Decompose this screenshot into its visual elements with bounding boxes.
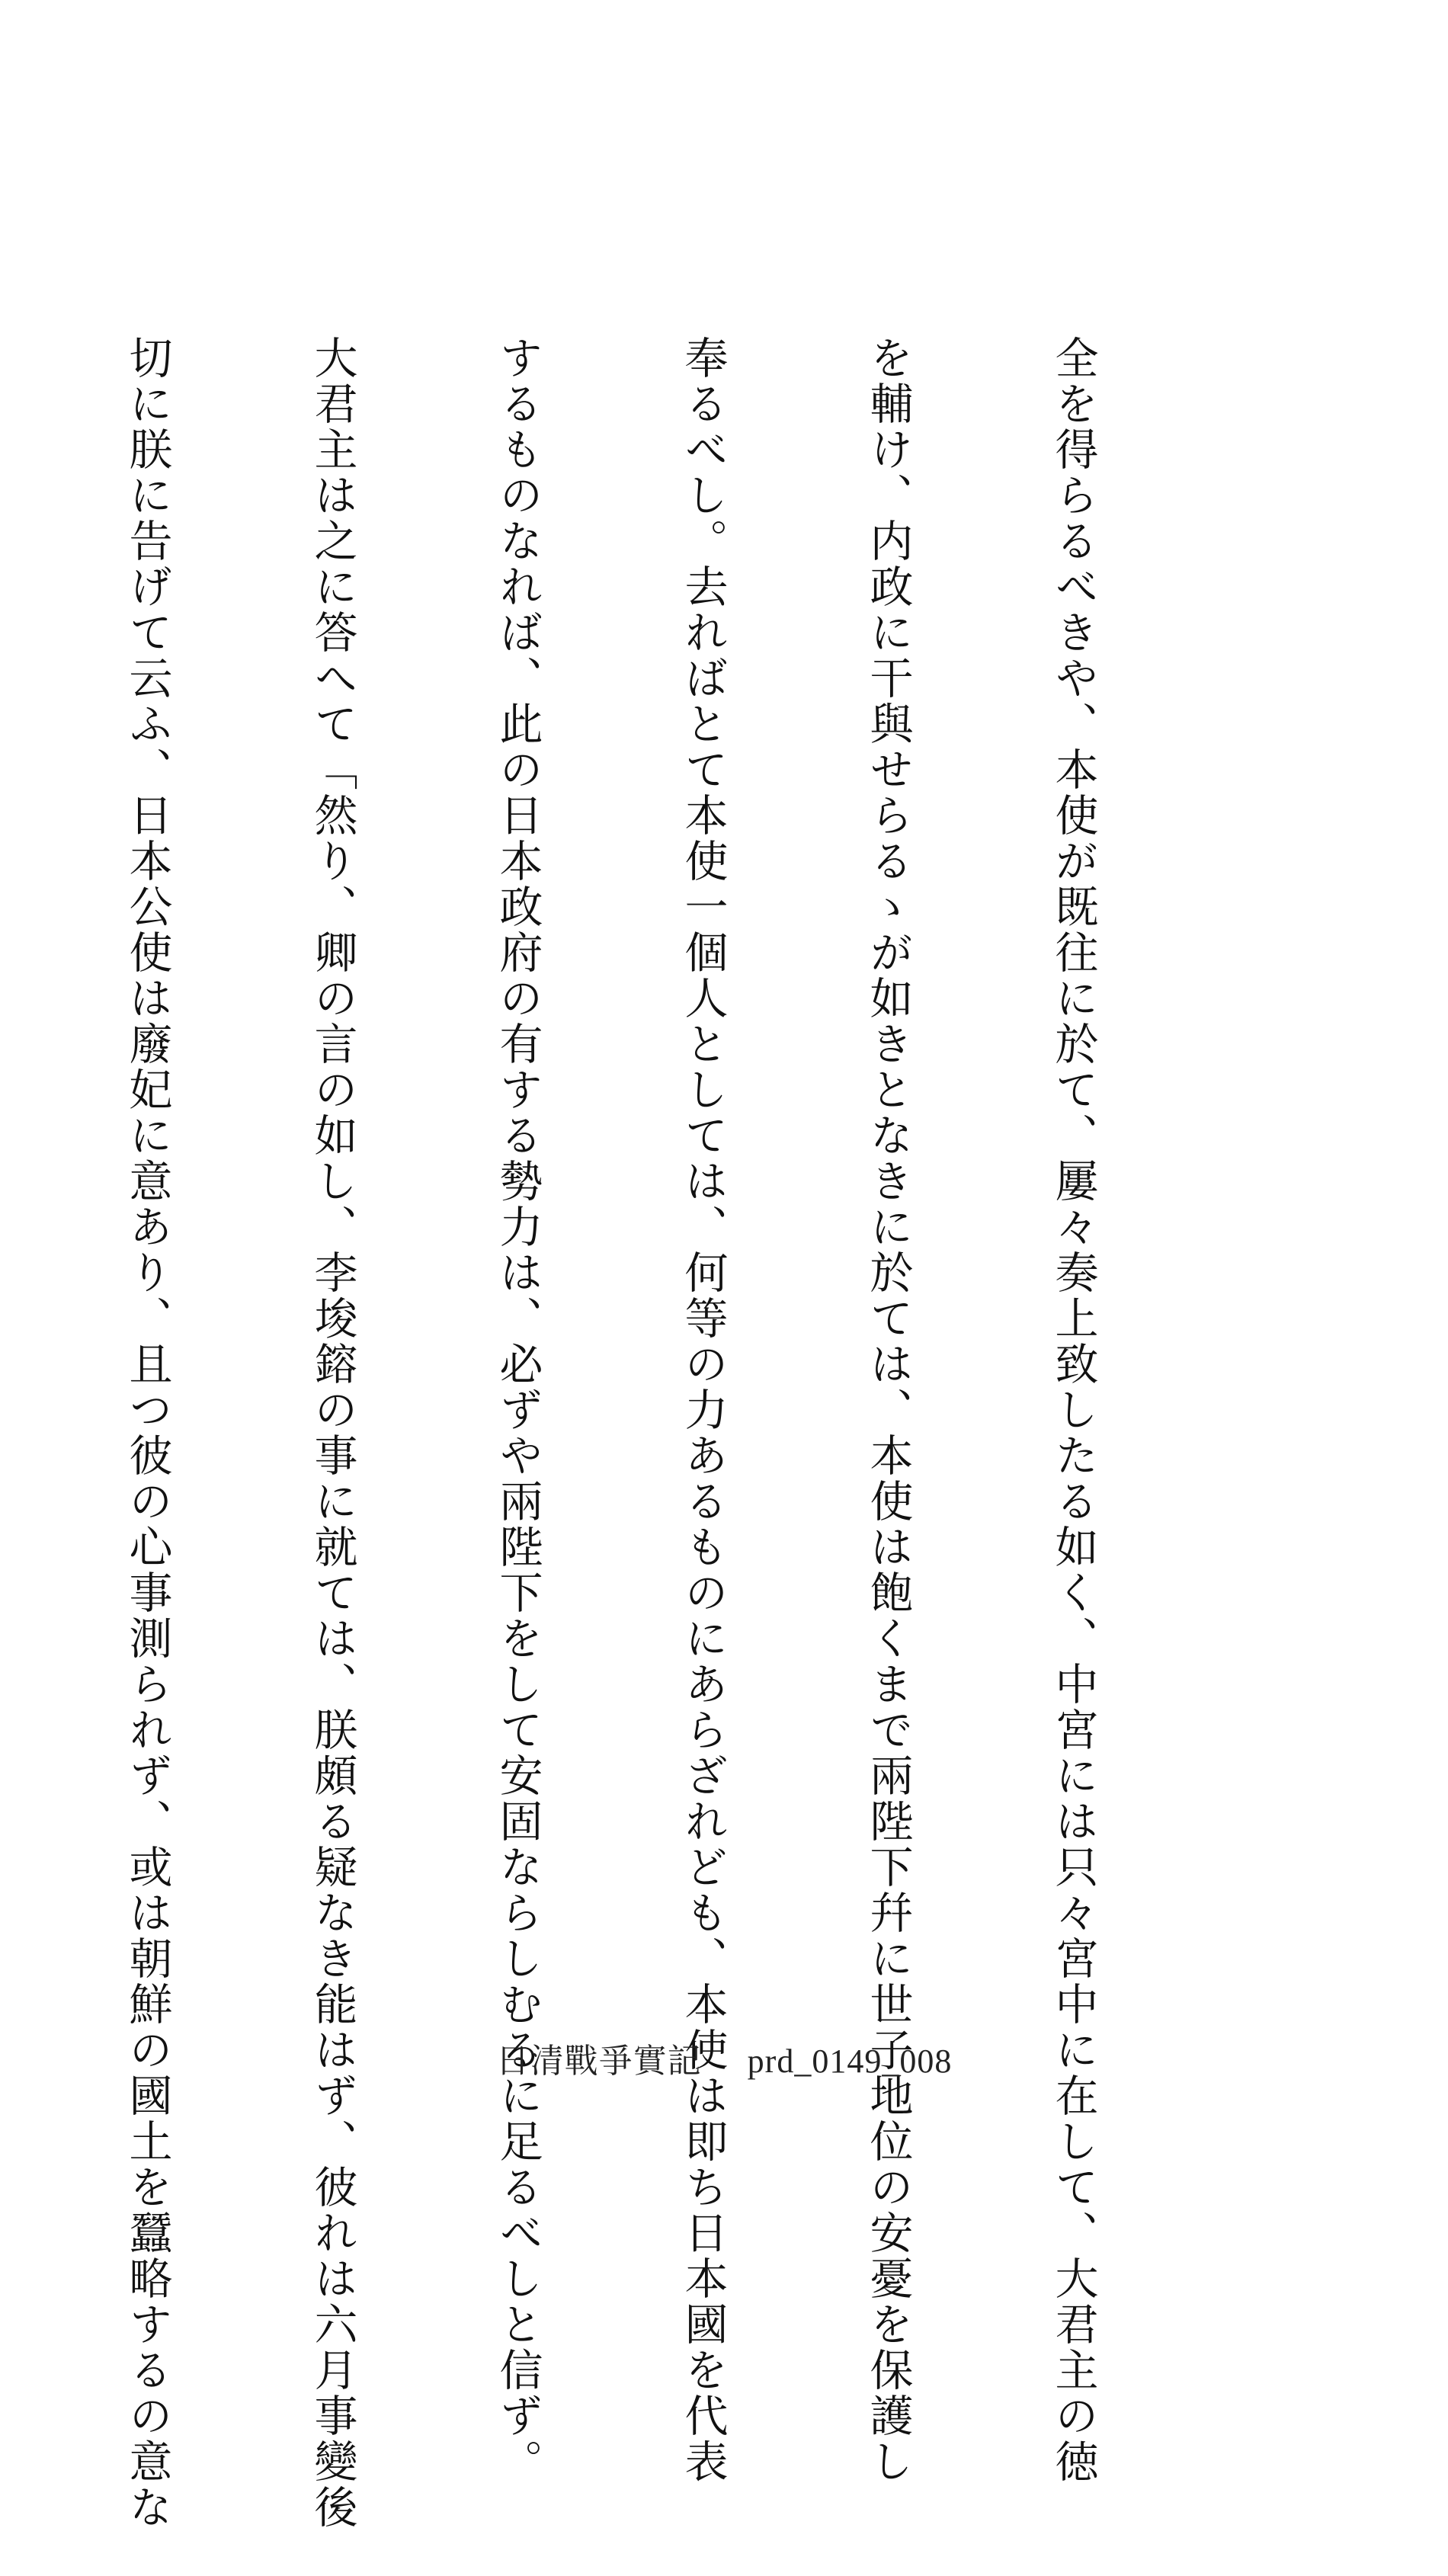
text-column: を輔け、内政に干與せらるゝが如きとなきに於ては、本使は飽くまで兩陛下幷に世子地位の安憂を保護し [863,335,913,2485]
text-column: 切に朕に告げて云ふ、日本公使は廢妃に意あり、且つ彼の心事測られず、或は朝鮮の國土を蠶略するの意な [122,335,172,2530]
footer-title: 日清戰爭實記 [495,2043,702,2080]
page-footer [0,2033,1448,2082]
text-column: 大君主は之に答へて「然り、卿の言の如し、李埈鎔の事に就ては、朕頗る疑なき能はず、彼れは六月事變後 [307,335,357,2530]
text-column: 全を得らるべきや、本使が既往に於て、屢々奏上致したる如く、中宮には只々宮中に在して、大君主の徳 [1048,335,1098,2485]
footer-page-id: prd_0149_008 [747,2043,953,2080]
text-column: するものなれば、此の日本政府の有する勢力は、必ずや兩陛下をして安固ならしむるに足るべしと信ず。 [492,335,543,2485]
text-column: 奉るべし。去ればとて本使一個人としては、何等の力あるものにあらざれども、本使は即ち日本國を代表 [678,335,728,2485]
